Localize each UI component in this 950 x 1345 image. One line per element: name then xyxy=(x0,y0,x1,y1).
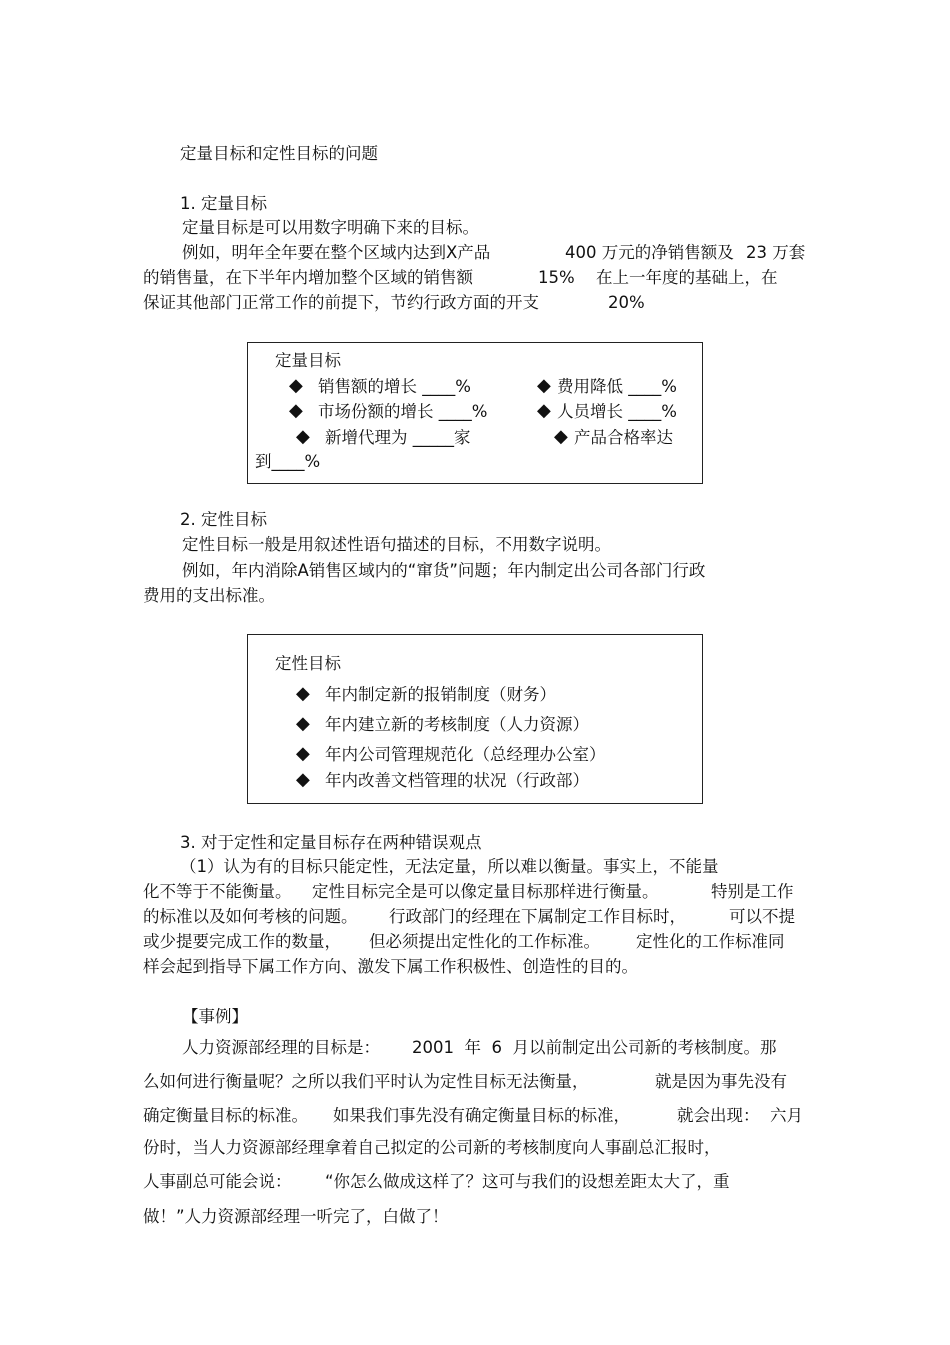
diamond-bullet-icon: ◆ xyxy=(289,375,303,396)
case-heading: 【事例】 xyxy=(182,1007,248,1026)
quantitative-box-title: 定量目标 xyxy=(275,351,341,370)
diamond-bullet-icon: ◆ xyxy=(296,769,310,790)
section-1-example-text: 20% xyxy=(608,293,645,312)
section-1-heading: 1. 定量目标 xyxy=(180,194,267,213)
section-3-paragraph: 化不等于不能衡量。 xyxy=(143,882,292,901)
section-3-paragraph: 或少提要完成工作的数量， xyxy=(143,932,341,951)
section-3-paragraph: 定性目标完全是可以像定量目标那样进行衡量。 xyxy=(312,882,659,901)
case-paragraph: 六月 xyxy=(770,1106,803,1125)
diamond-bullet-icon: ◆ xyxy=(296,426,310,447)
diamond-bullet-icon: ◆ xyxy=(537,375,551,396)
qualitative-item: 年内建立新的考核制度（人力资源） xyxy=(325,715,589,734)
case-paragraph: 2001 年 6 月以前制定出公司新的考核制度。那 xyxy=(412,1038,777,1057)
page-title: 定量目标和定性目标的问题 xyxy=(180,144,378,163)
diamond-bullet-icon: ◆ xyxy=(554,426,568,447)
case-paragraph: 做！”人力资源部经理一听完了，白做了！ xyxy=(143,1207,449,1226)
diamond-bullet-icon: ◆ xyxy=(296,713,310,734)
case-paragraph: 份时，当人力资源部经理拿着自己拟定的公司新的考核制度向人事副总汇报时， xyxy=(143,1138,721,1157)
qualitative-box-title: 定性目标 xyxy=(275,654,341,673)
section-1-definition: 定量目标是可以用数字明确下来的目标。 xyxy=(182,218,479,237)
case-paragraph: 人力资源部经理的目标是： xyxy=(182,1038,380,1057)
section-3-paragraph: 样会起到指导下属工作方向、激发下属工作积极性、创造性的目的。 xyxy=(143,957,638,976)
section-2-definition: 定性目标一般是用叙述性语句描述的目标，不用数字说明。 xyxy=(182,535,611,554)
section-1-example-text: 23 万套 xyxy=(746,243,806,262)
section-2-example-text: 费用的支出标准。 xyxy=(143,586,275,605)
section-1-example-text: 保证其他部门正常工作的前提下，节约行政方面的开支 xyxy=(143,293,539,312)
case-paragraph: 就是因为事先没有 xyxy=(655,1072,787,1091)
section-2-example-text: 例如，年内消除A销售区域内的“窜货”问题；年内制定出公司各部门行政 xyxy=(182,561,706,580)
section-1-example-text: 在上一年度的基础上，在 xyxy=(596,268,778,287)
quantitative-item: 新增代理为 _____家 xyxy=(325,428,471,447)
diamond-bullet-icon: ◆ xyxy=(296,683,310,704)
quantitative-item: 销售额的增长 ____% xyxy=(318,377,471,396)
section-3-paragraph: 可以不提 xyxy=(729,907,795,926)
qualitative-item: 年内公司管理规范化（总经理办公室） xyxy=(325,745,606,764)
section-1-example-text: 15% xyxy=(538,268,575,287)
section-3-paragraph: （1）认为有的目标只能定性，无法定量，所以难以衡量。事实上，不能量 xyxy=(180,857,719,876)
section-3-paragraph: 的标准以及如何考核的问题。 xyxy=(143,907,358,926)
quantitative-item: 产品合格率达 xyxy=(574,428,673,447)
diamond-bullet-icon: ◆ xyxy=(289,400,303,421)
section-1-example-text: 400 万元的净销售额及 xyxy=(565,243,734,262)
section-3-paragraph: 行政部门的经理在下属制定工作目标时， xyxy=(389,907,686,926)
quantitative-item-continuation: 到____% xyxy=(255,452,321,471)
section-3-paragraph: 特别是工作 xyxy=(711,882,794,901)
quantitative-item: 费用降低 ____% xyxy=(557,377,677,396)
quantitative-item: 市场份额的增长 ____% xyxy=(318,402,488,421)
case-paragraph: 如果我们事先没有确定衡量目标的标准， xyxy=(333,1106,630,1125)
case-paragraph: 人事副总可能会说： xyxy=(143,1172,292,1191)
section-2-heading: 2. 定性目标 xyxy=(180,510,267,529)
qualitative-item: 年内改善文档管理的状况（行政部） xyxy=(325,771,589,790)
quantitative-item: 人员增长 ____% xyxy=(557,402,677,421)
diamond-bullet-icon: ◆ xyxy=(537,400,551,421)
case-paragraph: 确定衡量目标的标准。 xyxy=(143,1106,308,1125)
qualitative-item: 年内制定新的报销制度（财务） xyxy=(325,685,556,704)
case-paragraph: 就会出现： xyxy=(677,1106,760,1125)
section-1-example-text: 的销售量，在下半年内增加整个区域的销售额 xyxy=(143,268,473,287)
case-paragraph: “你怎么做成这样了？这可与我们的设想差距太大了，重 xyxy=(325,1172,730,1191)
diamond-bullet-icon: ◆ xyxy=(296,743,310,764)
section-3-heading: 3. 对于定性和定量目标存在两种错误观点 xyxy=(180,833,482,852)
section-3-paragraph: 但必须提出定性化的工作标准。 xyxy=(369,932,600,951)
section-3-paragraph: 定性化的工作标准同 xyxy=(636,932,785,951)
case-paragraph: 么如何进行衡量呢？之所以我们平时认为定性目标无法衡量， xyxy=(143,1072,589,1091)
section-1-example-text: 例如，明年全年要在整个区域内达到X产品 xyxy=(182,243,491,262)
